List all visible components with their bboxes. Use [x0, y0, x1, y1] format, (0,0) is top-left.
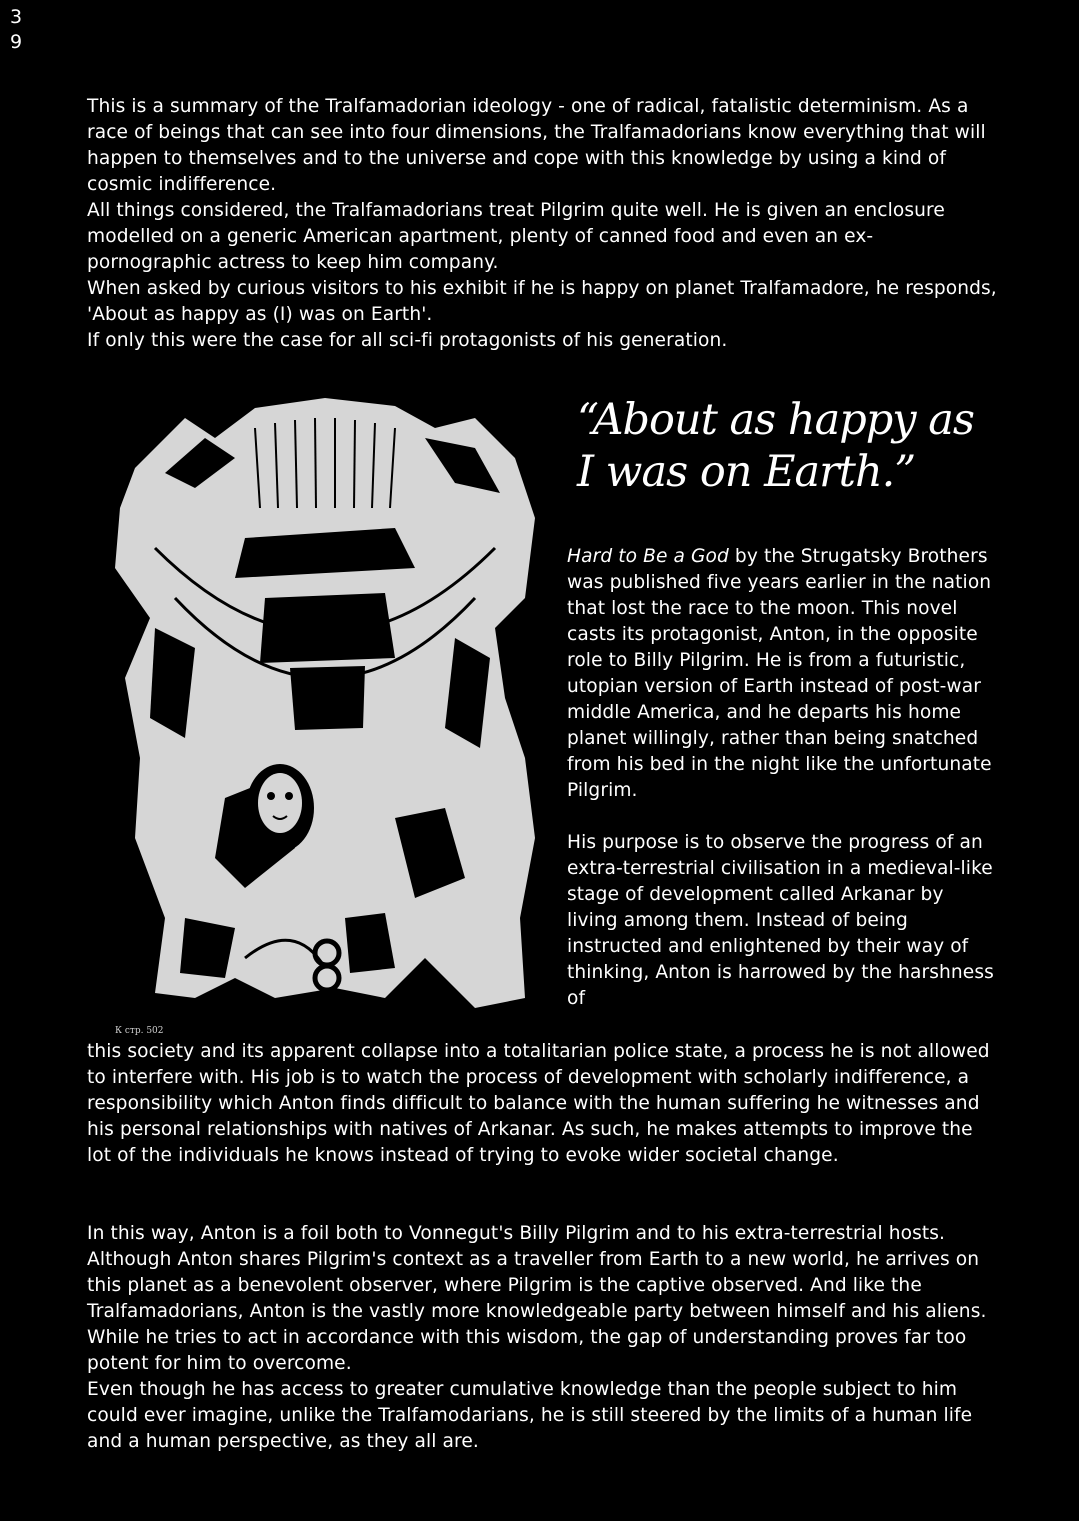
- column-paragraph-2: His purpose is to observe the progress of an extra-terrestrial civilisation in a medieval-like stage of development called Arkanar by living among them. Instead of being instructed and enlightened by their way of thinking, Anton is harrowed by the harshness of: [567, 832, 994, 1009]
- illustration-caption: К стр. 502: [115, 1026, 164, 1036]
- closing-text: [87, 1221, 997, 1455]
- continuation-paragraph: this society and its apparent collapse into a totalitarian police state, a process he is not allowed to interfere with. His job is to watch the process of development with scholarly indifference, a responsibility which Anton finds difficult to balance with the human suffering he witnesses and his personal relationships with natives of Arkanar. As such, he makes attempts to improve the lot of the individuals he knows instead of trying to evoke wider societal change.: [87, 1041, 990, 1166]
- intro-paragraph: All things considered, the Tralfamadorians treat Pilgrim quite well. He is given an enclosure modelled on a generic American apartment, plenty of canned food and even an ex-pornographic actress to keep him company.: [87, 200, 945, 273]
- pull-quote-line-1: “About as happy as: [577, 395, 974, 445]
- page-number-digit-2: 9: [9, 31, 23, 53]
- column-paragraph-1-text: by the Strugatsky Brothers was published five years earlier in the nation that lost the race to the moon. This novel casts its protagonist, Anton, in the opposite role to Billy Pilgrim. He is from a futuristic, utopian version of Earth instead of post-war middle America, and he departs his home planet willingly, rather than being snatched from his bed in the night like the unfortunate Pilgrim.: [567, 546, 992, 801]
- book-illustration: [95, 398, 555, 1038]
- intro-text: [87, 94, 997, 354]
- closing-paragraph: Even though he has access to greater cumulative knowledge than the people subject to him could ever imagine, unlike the Tralfamodarians, he is still steered by the limits of a human life and a human perspective, as they all are.: [87, 1379, 973, 1452]
- pull-quote-line-2: I was on Earth.”: [577, 447, 916, 497]
- right-column-text: [567, 544, 997, 1012]
- page-number-digit-1: 3: [9, 6, 23, 28]
- intro-paragraph: When asked by curious visitors to his exhibit if he is happy on planet Tralfamadore, he responds, 'About as happy as (I) was on Earth'.: [87, 278, 997, 325]
- book-title: Hard to Be a God: [567, 546, 729, 567]
- intro-paragraph: This is a summary of the Tralfamadorian ideology - one of radical, fatalistic determinism. As a race of beings that can see into four dimensions, the Tralfamadorians know everything that will happen to themselves and to the universe and cope with this knowledge by using a kind of cosmic indifference.: [87, 96, 986, 195]
- intro-paragraph: If only this were the case for all sci-fi protagonists of his generation.: [87, 330, 728, 351]
- continuation-text: [87, 1039, 992, 1169]
- page-number: [9, 5, 23, 55]
- closing-paragraph: In this way, Anton is a foil both to Vonnegut's Billy Pilgrim and to his extra-terrestrial hosts. Although Anton shares Pilgrim's context as a traveller from Earth to a new world, he arrives on this planet as a benevolent observer, where Pilgrim is the captive observed. And like the Tralfamadorians, Anton is the vastly more knowledgeable party between himself and his aliens. While he tries to act in accordance with this wisdom, the gap of understanding proves far too potent for him to overcome.: [87, 1223, 987, 1374]
- column-paragraph-1: [567, 544, 997, 804]
- pull-quote: [577, 394, 1047, 498]
